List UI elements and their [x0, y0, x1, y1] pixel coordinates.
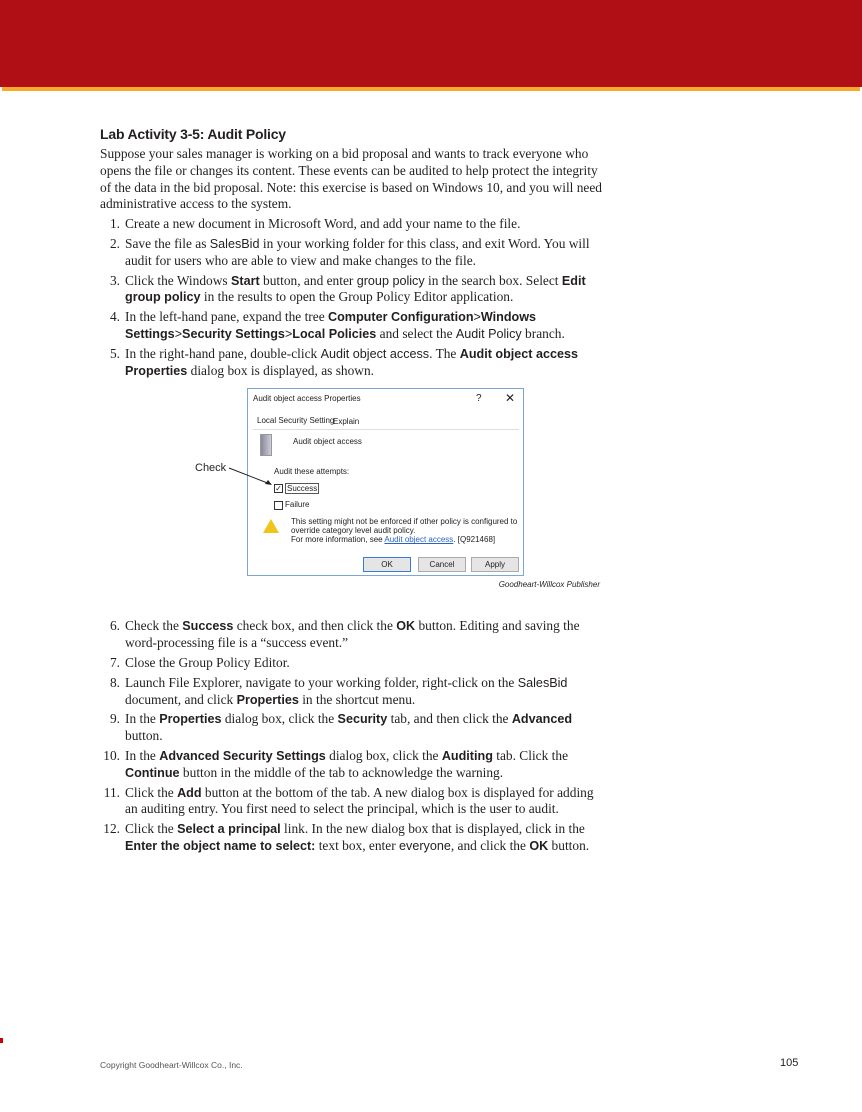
warning-line: override category level audit policy. [291, 526, 416, 536]
ui-term: Continue [125, 765, 180, 780]
ui-term: Windows Settings [125, 310, 537, 341]
warning-line: For more information, see [291, 535, 385, 545]
step-number: 2. [109, 235, 120, 251]
ui-term: OK [396, 619, 416, 634]
kb-reference: . [Q921468] [453, 535, 496, 545]
step-text: In the [125, 747, 160, 763]
step-text: Launch File Explorer, navigate to your working folder, right-click on the [125, 674, 518, 690]
step-text: Close the Group Policy Editor. [125, 654, 290, 670]
step-text: button. [548, 837, 590, 853]
step-text: dialog box is displayed, as shown. [187, 362, 375, 378]
literal-text: SalesBid [517, 675, 568, 690]
step-item [100, 346, 605, 380]
step-text: tab. Click the [492, 747, 569, 763]
ui-term: Success [182, 619, 234, 634]
step-text: button. [125, 728, 163, 744]
ui-term: Advanced Security Settings [159, 748, 326, 763]
failure-label[interactable]: Failure [285, 500, 310, 510]
warning-icon [263, 519, 279, 533]
ui-term: Security [337, 712, 388, 727]
step-text: , and click the [450, 837, 530, 853]
step-text: Click the [125, 821, 178, 837]
step-item [100, 618, 605, 652]
step-number: 4. [109, 309, 120, 325]
step-number: 3. [109, 272, 120, 288]
policy-icon [260, 434, 272, 456]
tab-explain[interactable]: Explain [333, 417, 360, 427]
literal-text: > [473, 310, 481, 325]
step-item [100, 216, 605, 233]
dialog-title: Audit object access Properties [253, 394, 361, 404]
literal-text: SalesBid [209, 236, 260, 251]
ui-term: Local Policies [292, 326, 377, 341]
step-text: button in the middle of the tab to acknowledge the warning. [179, 764, 504, 780]
lab-heading: Lab Activity 3-5: Audit Policy [100, 126, 286, 142]
apply-button[interactable]: Apply [471, 557, 519, 572]
check-callout: Check [195, 462, 227, 475]
step-item [100, 748, 605, 782]
ui-term: Properties [159, 712, 222, 727]
step-text: dialog box, click the [221, 711, 338, 727]
ui-term: Start [230, 273, 260, 288]
ui-term: Security Settings [182, 326, 285, 341]
literal-text: group policy [356, 273, 425, 288]
steps-list [100, 216, 605, 379]
step-text: document, and click [125, 691, 237, 707]
policy-name: Audit object access [293, 437, 362, 447]
margin-mark [0, 1038, 3, 1043]
step-number: 10. [103, 747, 120, 763]
figure-credit: Goodheart-Willcox Publisher [498, 580, 600, 590]
dialog-body [253, 429, 519, 569]
audit-properties-dialog [247, 388, 524, 576]
step-item [100, 309, 605, 343]
literal-text: Audit Policy [455, 326, 522, 341]
attempts-label: Audit these attempts: [274, 467, 350, 477]
step-number: 6. [109, 618, 120, 634]
step-item [100, 236, 605, 270]
step-text: in the results to open the Group Policy Editor application. [200, 289, 514, 305]
success-label[interactable]: Success [287, 484, 318, 494]
step-text: button, and enter [259, 272, 357, 288]
audit-object-access-link[interactable]: Audit object access [384, 535, 454, 545]
close-icon[interactable]: ✕ [505, 391, 516, 406]
cancel-button[interactable]: Cancel [418, 557, 466, 572]
step-text: In the right-hand pane, double-click [125, 345, 321, 361]
step-text: button at the bottom of the tab. A new dialog box is displayed for adding an auditing entry. You first need to select the principal, which is the user to audit. [125, 784, 594, 817]
success-checkbox[interactable]: ✓ [275, 484, 282, 494]
step-text: text box, enter [315, 837, 400, 853]
step-item [100, 821, 605, 855]
step-item [100, 655, 605, 672]
help-icon[interactable]: ? [476, 393, 482, 405]
literal-text: > [174, 326, 183, 341]
step-text: check box, and then click the [233, 618, 397, 634]
step-number: 8. [109, 674, 120, 690]
ui-term: Enter the object name to select: [125, 838, 316, 853]
ui-term: Select a principal [177, 822, 281, 837]
step-text: tab, and then click the [387, 711, 512, 727]
step-number: 5. [109, 345, 120, 361]
copyright: Copyright Goodheart-Willcox Co., Inc. [100, 1060, 243, 1070]
step-text: In the left-hand pane, expand the tree [125, 309, 328, 325]
ui-term: Auditing [441, 748, 493, 763]
step-text: Check the [125, 618, 183, 634]
step-text: dialog box, click the [325, 747, 442, 763]
steps-list [100, 618, 605, 854]
step-text: in the shortcut menu. [298, 691, 416, 707]
warning-message [291, 517, 517, 544]
ui-term: Advanced [511, 712, 573, 727]
ok-button[interactable]: OK [363, 557, 411, 572]
page-number: 105 [780, 1057, 799, 1069]
ui-term: Add [177, 785, 202, 800]
literal-text: Audit object access [320, 346, 430, 361]
step-text: Click the Windows [125, 272, 231, 288]
failure-checkbox[interactable] [274, 501, 283, 510]
ui-term: Edit group policy [125, 273, 586, 305]
warning-line: This setting might not be enforced if other policy is configured to [291, 517, 518, 527]
header-band [0, 0, 862, 87]
step-item [100, 785, 605, 819]
step-number: 1. [109, 216, 120, 232]
step-text: In the [125, 711, 160, 727]
step-text: Create a new document in Microsoft Word, and add your name to the file. [125, 216, 521, 232]
callout-arrow-icon [228, 467, 273, 487]
ui-term: Audit object access Properties [125, 346, 579, 378]
step-item [100, 675, 605, 709]
step-number: 9. [109, 711, 120, 727]
literal-text: everyone [399, 838, 451, 853]
step-number: 11. [103, 784, 120, 800]
step-text: Save the file as [125, 235, 210, 251]
step-number: 12. [103, 821, 120, 837]
ui-term: Computer Configuration [328, 310, 474, 325]
ui-term: Properties [236, 692, 299, 707]
step-text: in your working folder for this class, and exit Word. You will audit for users who are able to view and make changes to the file. [125, 235, 590, 268]
intro-paragraph: Suppose your sales manager is working on a bid proposal and wants to track everyone who opens the file or changes its content. These events can be audited to help protect the integrity of the data in the bid proposal. Note: this exercise is based on Windows 10, and you will need administrative access to the system. [100, 146, 603, 212]
figure [100, 385, 605, 615]
step-text: . The [429, 345, 460, 361]
ui-term: OK [529, 838, 549, 853]
literal-text: > [284, 326, 293, 341]
step-text: branch. [521, 325, 565, 341]
step-text: in the search box. Select [424, 272, 562, 288]
step-text: and select the [376, 325, 456, 341]
step-item [100, 273, 605, 307]
step-text: link. In the new dialog box that is displayed, click in the [280, 821, 585, 837]
step-text: button. Editing and saving the word-processing file is a “success event.” [125, 618, 580, 651]
step-number: 7. [109, 654, 120, 670]
header-stripe [2, 87, 860, 91]
tab-local-security-setting[interactable]: Local Security Setting [257, 416, 335, 426]
content-column [100, 126, 605, 855]
step-text: Click the [125, 784, 178, 800]
step-item [100, 711, 605, 745]
